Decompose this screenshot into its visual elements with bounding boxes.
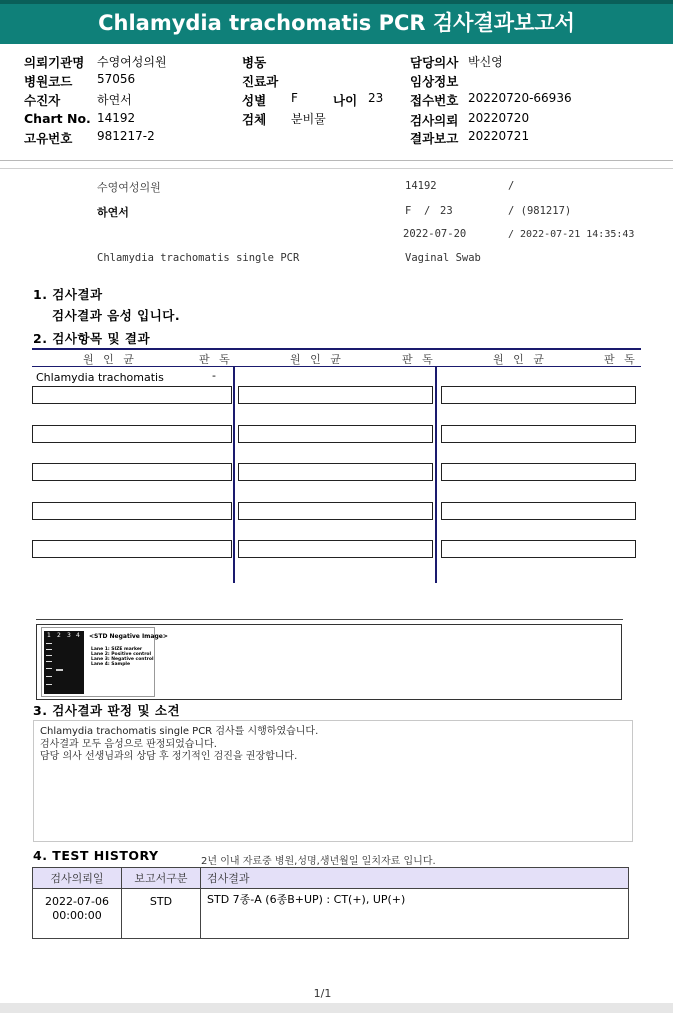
marker-band	[46, 668, 52, 669]
section1-result: 검사결과 음성 입니다.	[52, 308, 181, 323]
header-label: 검사의뢰	[410, 113, 459, 128]
result-box	[238, 540, 433, 558]
marker-band	[46, 684, 52, 685]
header-label: 접수번호	[410, 93, 459, 108]
marker-band	[46, 676, 52, 677]
marker-band	[46, 661, 52, 662]
col-header-organism: 원 인 균	[493, 353, 544, 366]
page-bottom-strip	[0, 1003, 673, 1013]
gel-legend-item: Lane 1: SIZE marker	[91, 647, 143, 652]
header-value: 14192	[97, 111, 136, 125]
history-col-header: 검사결과	[201, 868, 629, 889]
col-header-result: 판 독	[402, 353, 433, 366]
report-title: Chlamydia trachomatis PCR 검사결과보고서	[98, 11, 575, 35]
lane-number: 4	[76, 632, 80, 639]
divider	[0, 160, 673, 161]
header-value: 20220720	[468, 111, 530, 125]
print-hospital: 수영여성의원	[97, 181, 161, 194]
lane-number: 1	[47, 632, 51, 639]
history-col-header: 보고서구분	[122, 868, 201, 889]
history-time: 00:00:00	[52, 909, 102, 922]
print-age: 23	[440, 205, 453, 217]
header-value: 박신영	[468, 55, 503, 69]
history-note: 2년 이내 자료중 병원,성명,생년월일 일치자료 입니다.	[201, 856, 436, 867]
gel-lanes-image	[44, 631, 84, 694]
header-label: 담당의사	[410, 55, 459, 70]
table-top-border	[32, 348, 641, 350]
table-row	[33, 889, 629, 939]
result-box	[441, 502, 636, 520]
organism-result: -	[212, 369, 216, 382]
history-table	[32, 867, 629, 939]
col-header-organism: 원 인 균	[83, 353, 134, 366]
gel-legend-item: Lane 3: Negative control	[91, 657, 154, 662]
gel-legend-item: Lane 2: Positive control	[91, 652, 152, 657]
print-date: 2022-07-20	[403, 228, 467, 240]
header-label: 임상정보	[410, 74, 459, 89]
comment-text	[40, 726, 318, 764]
col-header-result: 판 독	[604, 353, 635, 366]
header-value: 20220721	[468, 129, 530, 143]
comment-line: Chlamydia trachomatis single PCR 검사를 시행하였습니다.	[40, 726, 319, 737]
page-number: 1/1	[313, 987, 332, 1000]
column-divider	[233, 366, 235, 583]
result-box	[32, 502, 232, 520]
print-patient: 하연서	[97, 206, 129, 219]
header-label: 고유번호	[24, 131, 73, 146]
header-label: 병원코드	[24, 74, 73, 89]
print-sep: /	[424, 205, 431, 217]
header-value: 하연서	[97, 93, 132, 107]
gel-legend	[91, 647, 154, 667]
result-box	[32, 386, 232, 404]
gel-title: <STD Negative Image>	[89, 633, 168, 640]
print-datetime: / 2022-07-21 14:35:43	[508, 229, 635, 240]
result-box	[441, 540, 636, 558]
column-divider	[435, 366, 437, 583]
print-specimen: Vaginal Swab	[405, 252, 481, 264]
print-slash: /	[508, 180, 515, 192]
header-value: 23	[368, 91, 384, 105]
header-label: 검체	[242, 112, 267, 127]
col-header-organism: 원 인 균	[290, 353, 341, 366]
print-test: Chlamydia trachomatis single PCR	[97, 252, 300, 264]
section4-title: 4. TEST HISTORY	[33, 848, 159, 863]
col-header-result: 판 독	[199, 353, 230, 366]
marker-band	[46, 643, 52, 644]
result-box	[238, 463, 433, 481]
header-value: 수영여성의원	[97, 55, 167, 69]
history-col-header: 검사의뢰일	[33, 868, 122, 889]
result-box	[32, 425, 232, 443]
header-label: 병동	[242, 55, 267, 70]
header-label: 수진자	[24, 93, 61, 108]
image-area-top-rule	[36, 619, 623, 620]
header-value: F	[291, 91, 298, 105]
lane-number: 2	[57, 632, 61, 639]
result-box	[238, 386, 433, 404]
divider	[0, 168, 673, 169]
marker-band	[46, 655, 52, 656]
history-header-row	[33, 868, 629, 889]
positive-band	[56, 669, 63, 671]
print-chart: 14192	[405, 180, 437, 192]
gel-legend-item: Lane 4: Sample	[91, 662, 131, 667]
section1-title: 1. 검사결과	[33, 287, 103, 302]
header-label: 나이	[333, 93, 358, 108]
header-label: Chart No.	[24, 111, 91, 126]
result-box	[441, 463, 636, 481]
lane-number: 3	[67, 632, 71, 639]
section2-title: 2. 검사항목 및 결과	[33, 331, 151, 346]
organism-name: Chlamydia trachomatis	[36, 371, 164, 384]
header-value: 20220720-66936	[468, 91, 572, 105]
result-box	[32, 463, 232, 481]
marker-band	[46, 649, 52, 650]
result-box	[238, 425, 433, 443]
header-label: 성별	[242, 93, 267, 108]
header-label: 진료과	[242, 74, 279, 89]
history-date-cell	[33, 889, 122, 939]
history-type: STD	[122, 889, 201, 939]
result-box	[441, 386, 636, 404]
comment-line: 검사결과 모두 음성으로 판정되었습니다.	[40, 738, 217, 750]
history-date: 2022-07-06	[45, 895, 109, 908]
result-box	[32, 540, 232, 558]
print-sex: F	[405, 205, 412, 217]
result-box	[441, 425, 636, 443]
header-value: 981217-2	[97, 129, 155, 143]
header-label: 의뢰기관명	[24, 55, 85, 70]
history-result: STD 7종-A (6종B+UP) : CT(+), UP(+)	[201, 889, 629, 939]
section3-title: 3. 검사결과 판정 및 소견	[33, 703, 181, 718]
result-box	[238, 502, 433, 520]
comment-line: 담당 의사 선생님과의 상담 후 정기적인 검진을 권장합니다.	[40, 751, 298, 762]
header-label: 결과보고	[410, 131, 459, 146]
header-value: 57056	[97, 72, 136, 86]
header-value: 분비물	[291, 112, 326, 126]
print-id: / (981217)	[508, 205, 572, 217]
